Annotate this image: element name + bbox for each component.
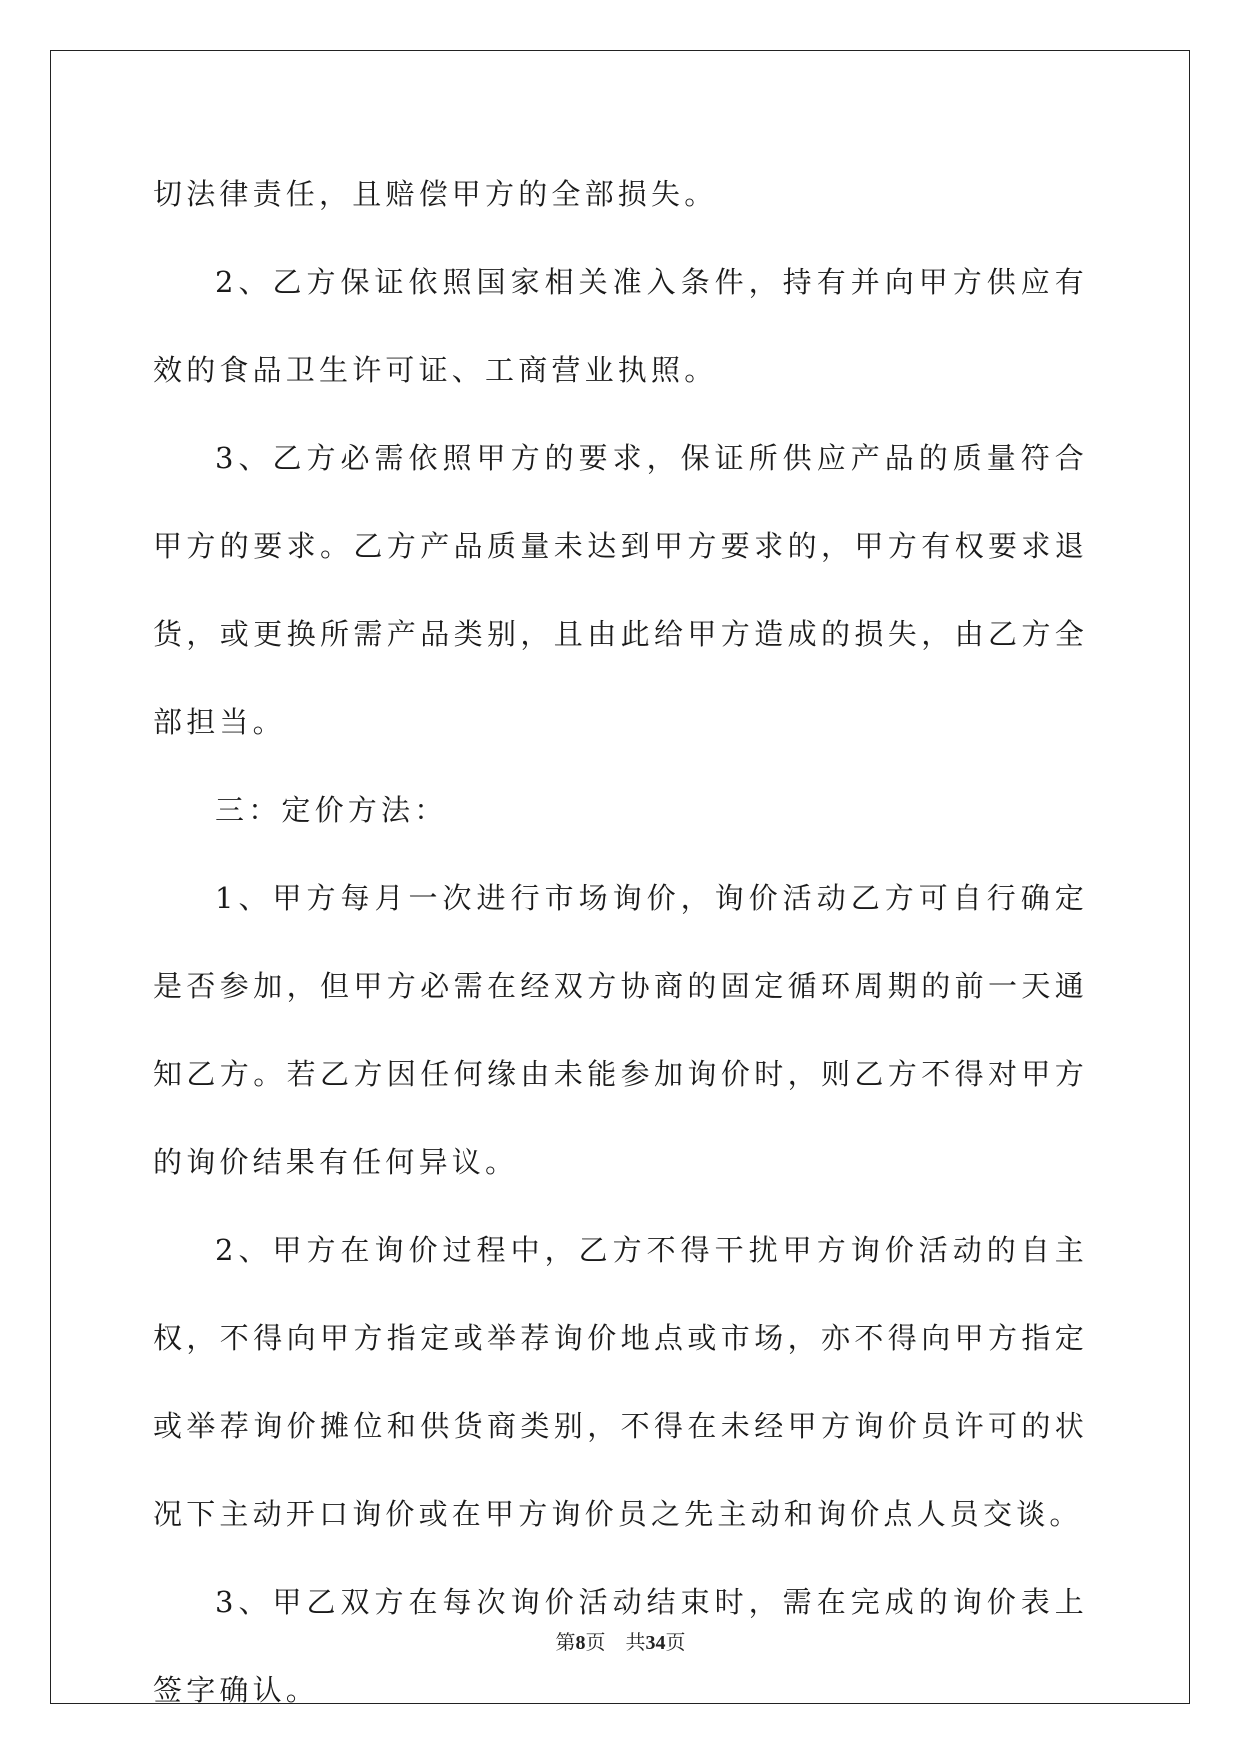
page-number-footer <box>0 1626 1241 1655</box>
footer-total-prefix: 共 <box>625 1632 646 1654</box>
footer-page-number: 8 <box>575 1632 586 1654</box>
footer-prefix: 第 <box>555 1632 576 1654</box>
paragraph-pricing-1: 1、甲方每月一次进行市场询价，询价活动乙方可自行确定是否参加，但甲方必需在经双方协商的固定循环周期的前一天通知乙方。若乙方因任何缘由未能参加询价时，则乙方不得对甲方的询价结果有任何异议。 <box>153 881 1088 1179</box>
paragraph-clause-3: 3、乙方必需依照甲方的要求，保证所供应产品的质量符合甲方的要求。乙方产品质量未达到甲方要求的，甲方有权要求退货，或更换所需产品类别，且由此给甲方造成的损失，由乙方全部担当。 <box>153 441 1088 739</box>
document-body <box>153 160 1088 1734</box>
section-heading-pricing: 三：定价方法： <box>215 793 448 827</box>
paragraph-clause-2: 2、乙方保证依照国家相关准入条件，持有并向甲方供应有效的食品卫生许可证、工商营业执照。 <box>153 265 1088 387</box>
footer-page-suffix: 页 <box>585 1632 606 1654</box>
paragraph-pricing-3: 3、甲乙双方在每次询价活动结束时，需在完成的询价表上签字确认。 <box>153 1585 1088 1707</box>
footer-total-pages: 34 <box>645 1632 666 1654</box>
paragraph-continuation: 切法律责任，且赔偿甲方的全部损失。 <box>153 177 718 211</box>
paragraph-pricing-2: 2、甲方在询价过程中，乙方不得干扰甲方询价活动的自主权，不得向甲方指定或举荐询价地点或市场，亦不得向甲方指定或举荐询价摊位和供货商类别，不得在未经甲方询价员许可的状况下主动开口询价或在甲方询价员之先主动和询价点人员交谈。 <box>153 1233 1088 1531</box>
footer-total-suffix: 页 <box>665 1632 686 1654</box>
